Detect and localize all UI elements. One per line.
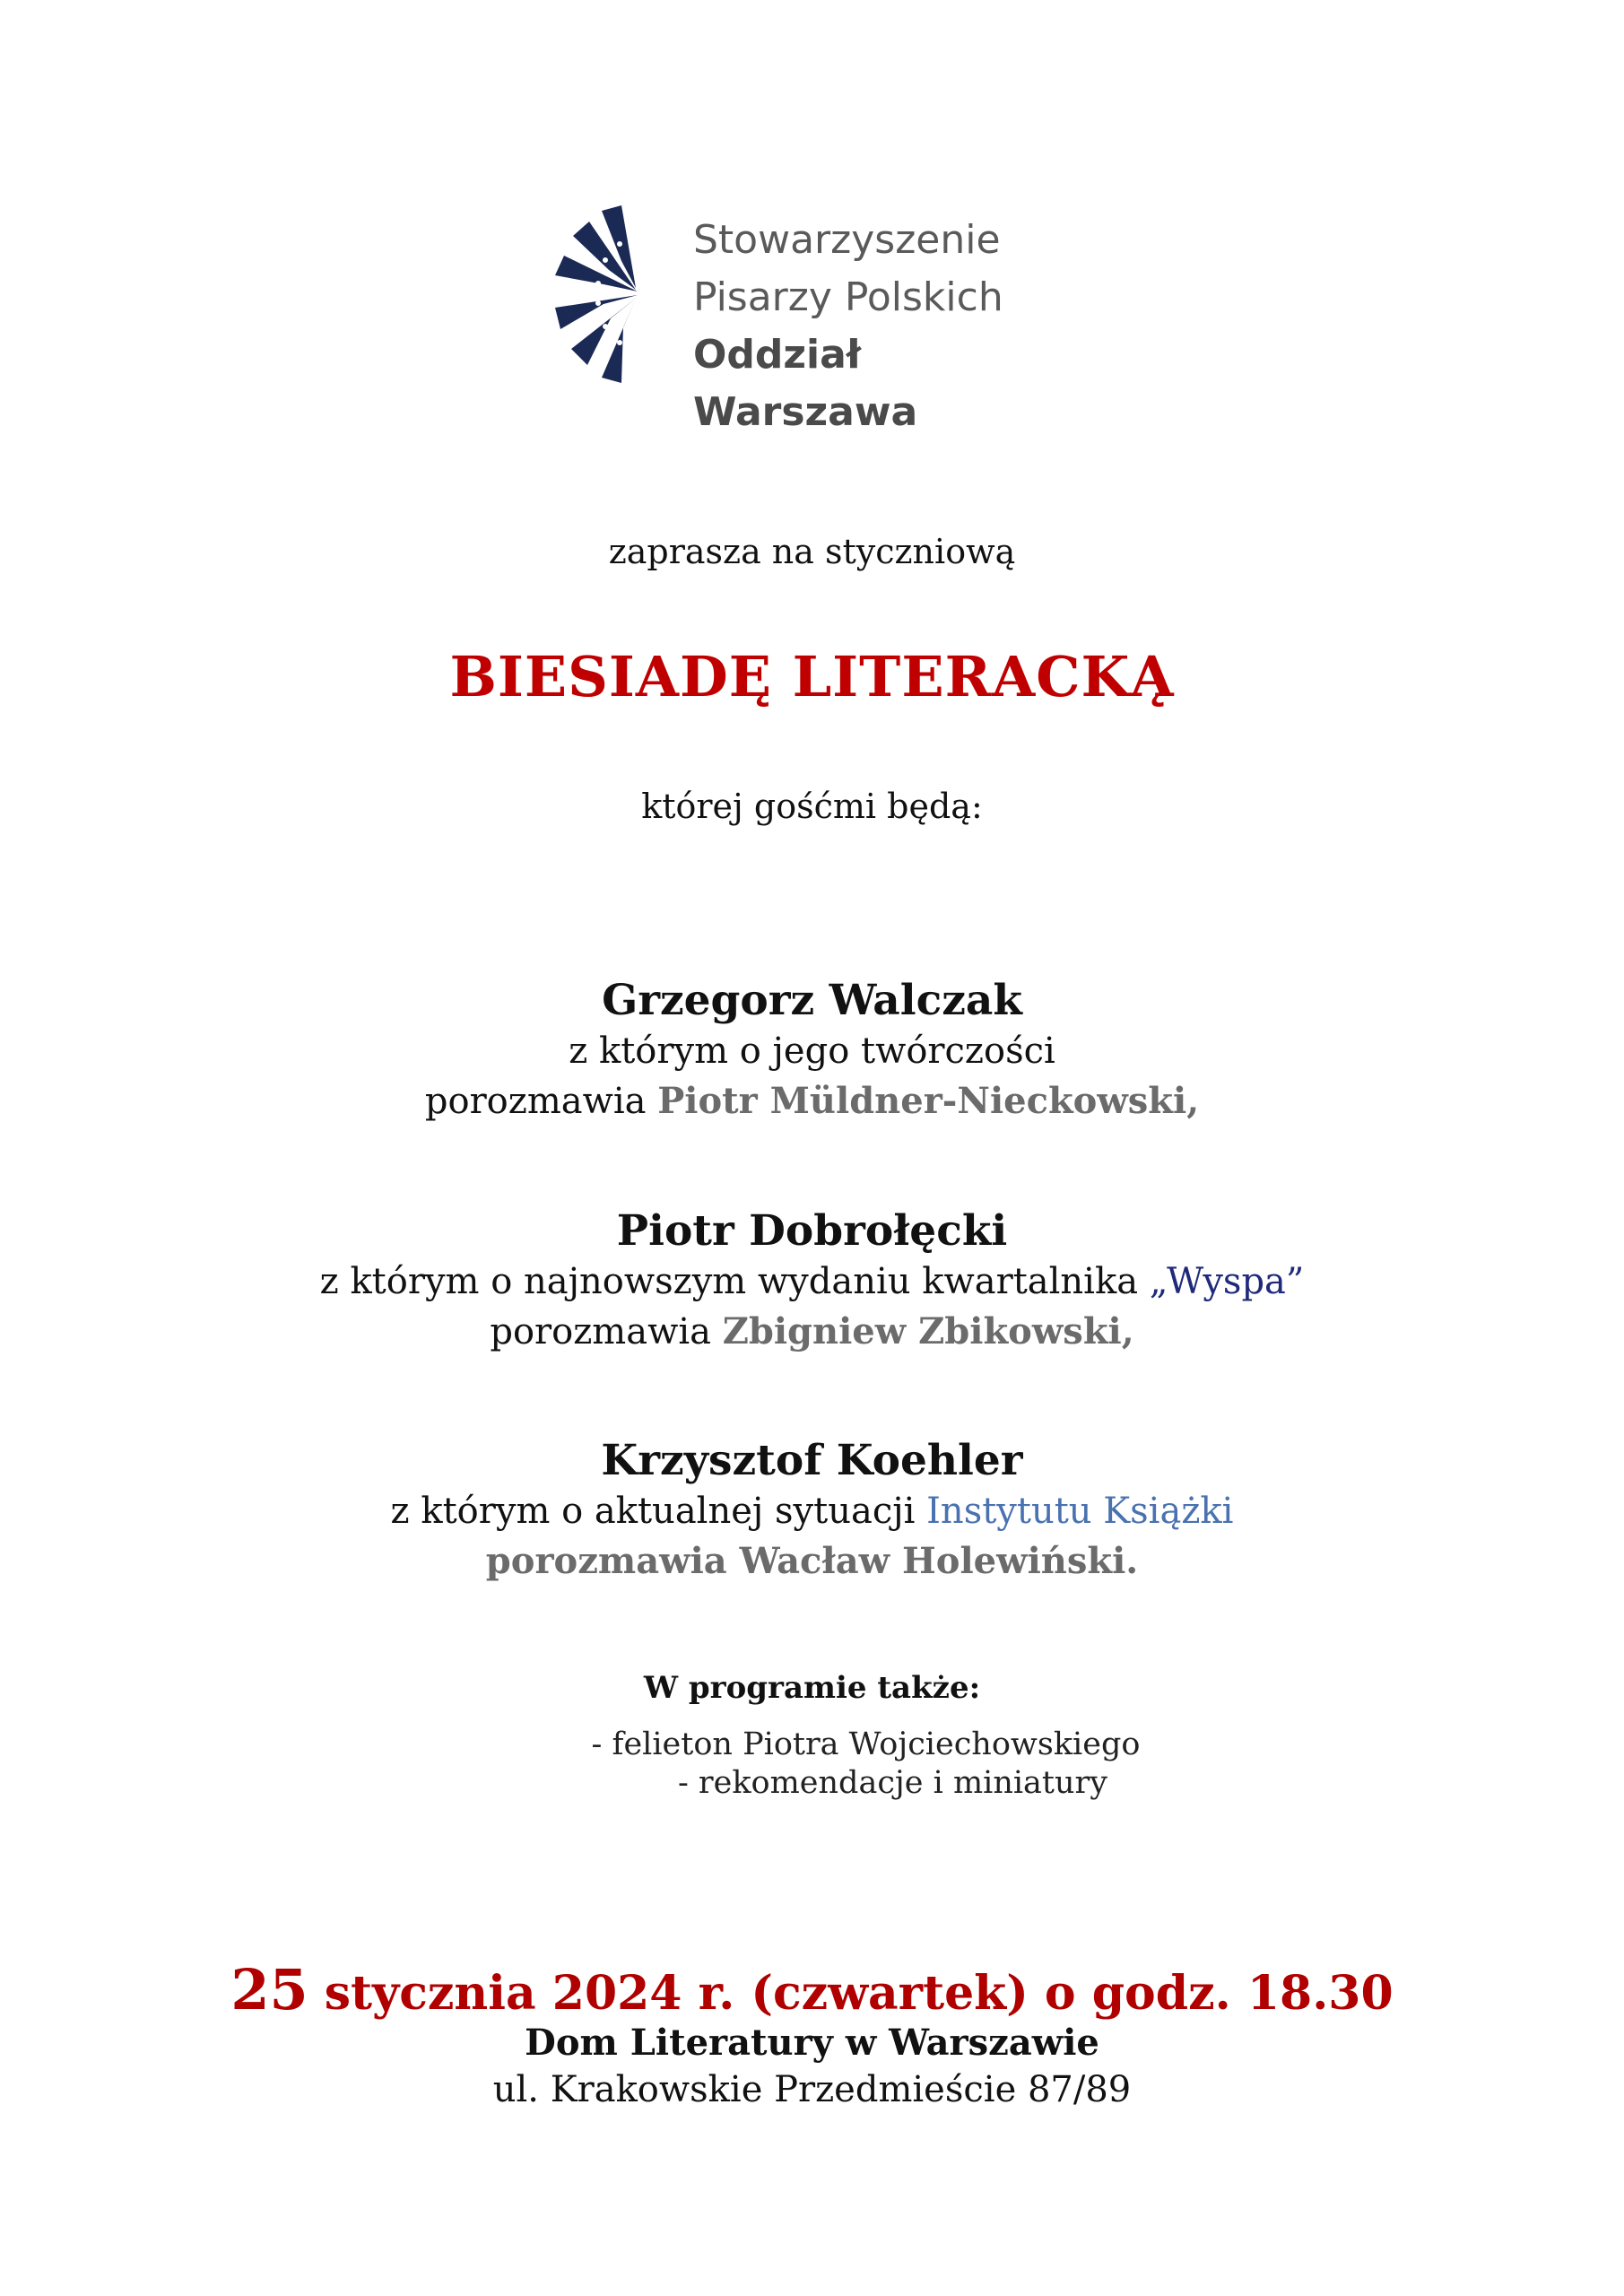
topic-prefix: z którym o aktualnej sytuacji xyxy=(390,1491,927,1532)
guest-block-2 xyxy=(0,1206,1624,1357)
guest-name: Krzysztof Koehler xyxy=(601,1436,1023,1485)
logo-line-3: Oddział Warszawa xyxy=(693,332,918,435)
topic-prefix: z którym o najnowszym wydaniu kwartalnika xyxy=(319,1261,1150,1302)
association-logo xyxy=(543,199,1099,435)
event-day: 25 xyxy=(230,1957,308,2022)
event-address: ul. Krakowskie Przedmieście 87/89 xyxy=(492,2069,1132,2110)
invite-text: zaprasza na styczniową xyxy=(608,532,1016,571)
guest-topic xyxy=(0,1257,1624,1307)
institute-name: Instytutu Książki xyxy=(926,1491,1234,1532)
pen-nibs-fan-icon xyxy=(543,199,650,387)
event-venue: Dom Literatury w Warszawie xyxy=(525,2022,1099,2064)
program-item: - rekomendacje i miniatury xyxy=(677,1765,1108,1801)
event-title: BIESIADĘ LITERACKĄ xyxy=(449,644,1175,709)
guest-topic: z którym o jego twórczości xyxy=(569,1031,1055,1072)
guest-name: Grzegorz Walczak xyxy=(602,976,1022,1025)
moderator-prefix: porozmawia xyxy=(424,1081,658,1122)
moderator-prefix: porozmawia xyxy=(490,1311,723,1352)
logo-text xyxy=(693,212,1099,441)
guest-moderator-line: porozmawia Wacław Holewiński. xyxy=(485,1540,1139,1582)
guest-topic xyxy=(0,1486,1624,1536)
program-item: - felieton Piotra Wojciechowskiego xyxy=(591,1726,1141,1762)
logo-line-1: Stowarzyszenie xyxy=(693,217,1001,263)
guest-moderator-line xyxy=(0,1076,1624,1126)
guest-name: Piotr Dobrołęcki xyxy=(616,1206,1008,1256)
logo-line-2: Pisarzy Polskich xyxy=(693,274,1003,320)
guest-moderator-line xyxy=(0,1307,1624,1357)
event-date-rest: stycznia 2024 r. (czwartek) o godz. 18.30 xyxy=(308,1966,1394,2021)
moderator-name: Zbigniew Zbikowski, xyxy=(722,1310,1134,1352)
guests-intro: której gośćmi będą: xyxy=(641,787,983,826)
program-heading: W programie także: xyxy=(643,1670,981,1706)
event-date xyxy=(0,1957,1624,2022)
magazine-title: „Wyspa” xyxy=(1149,1261,1305,1302)
guest-block-1 xyxy=(0,976,1624,1126)
moderator-name: Piotr Müldner-Nieckowski, xyxy=(657,1080,1200,1122)
guest-block-3 xyxy=(0,1436,1624,1587)
